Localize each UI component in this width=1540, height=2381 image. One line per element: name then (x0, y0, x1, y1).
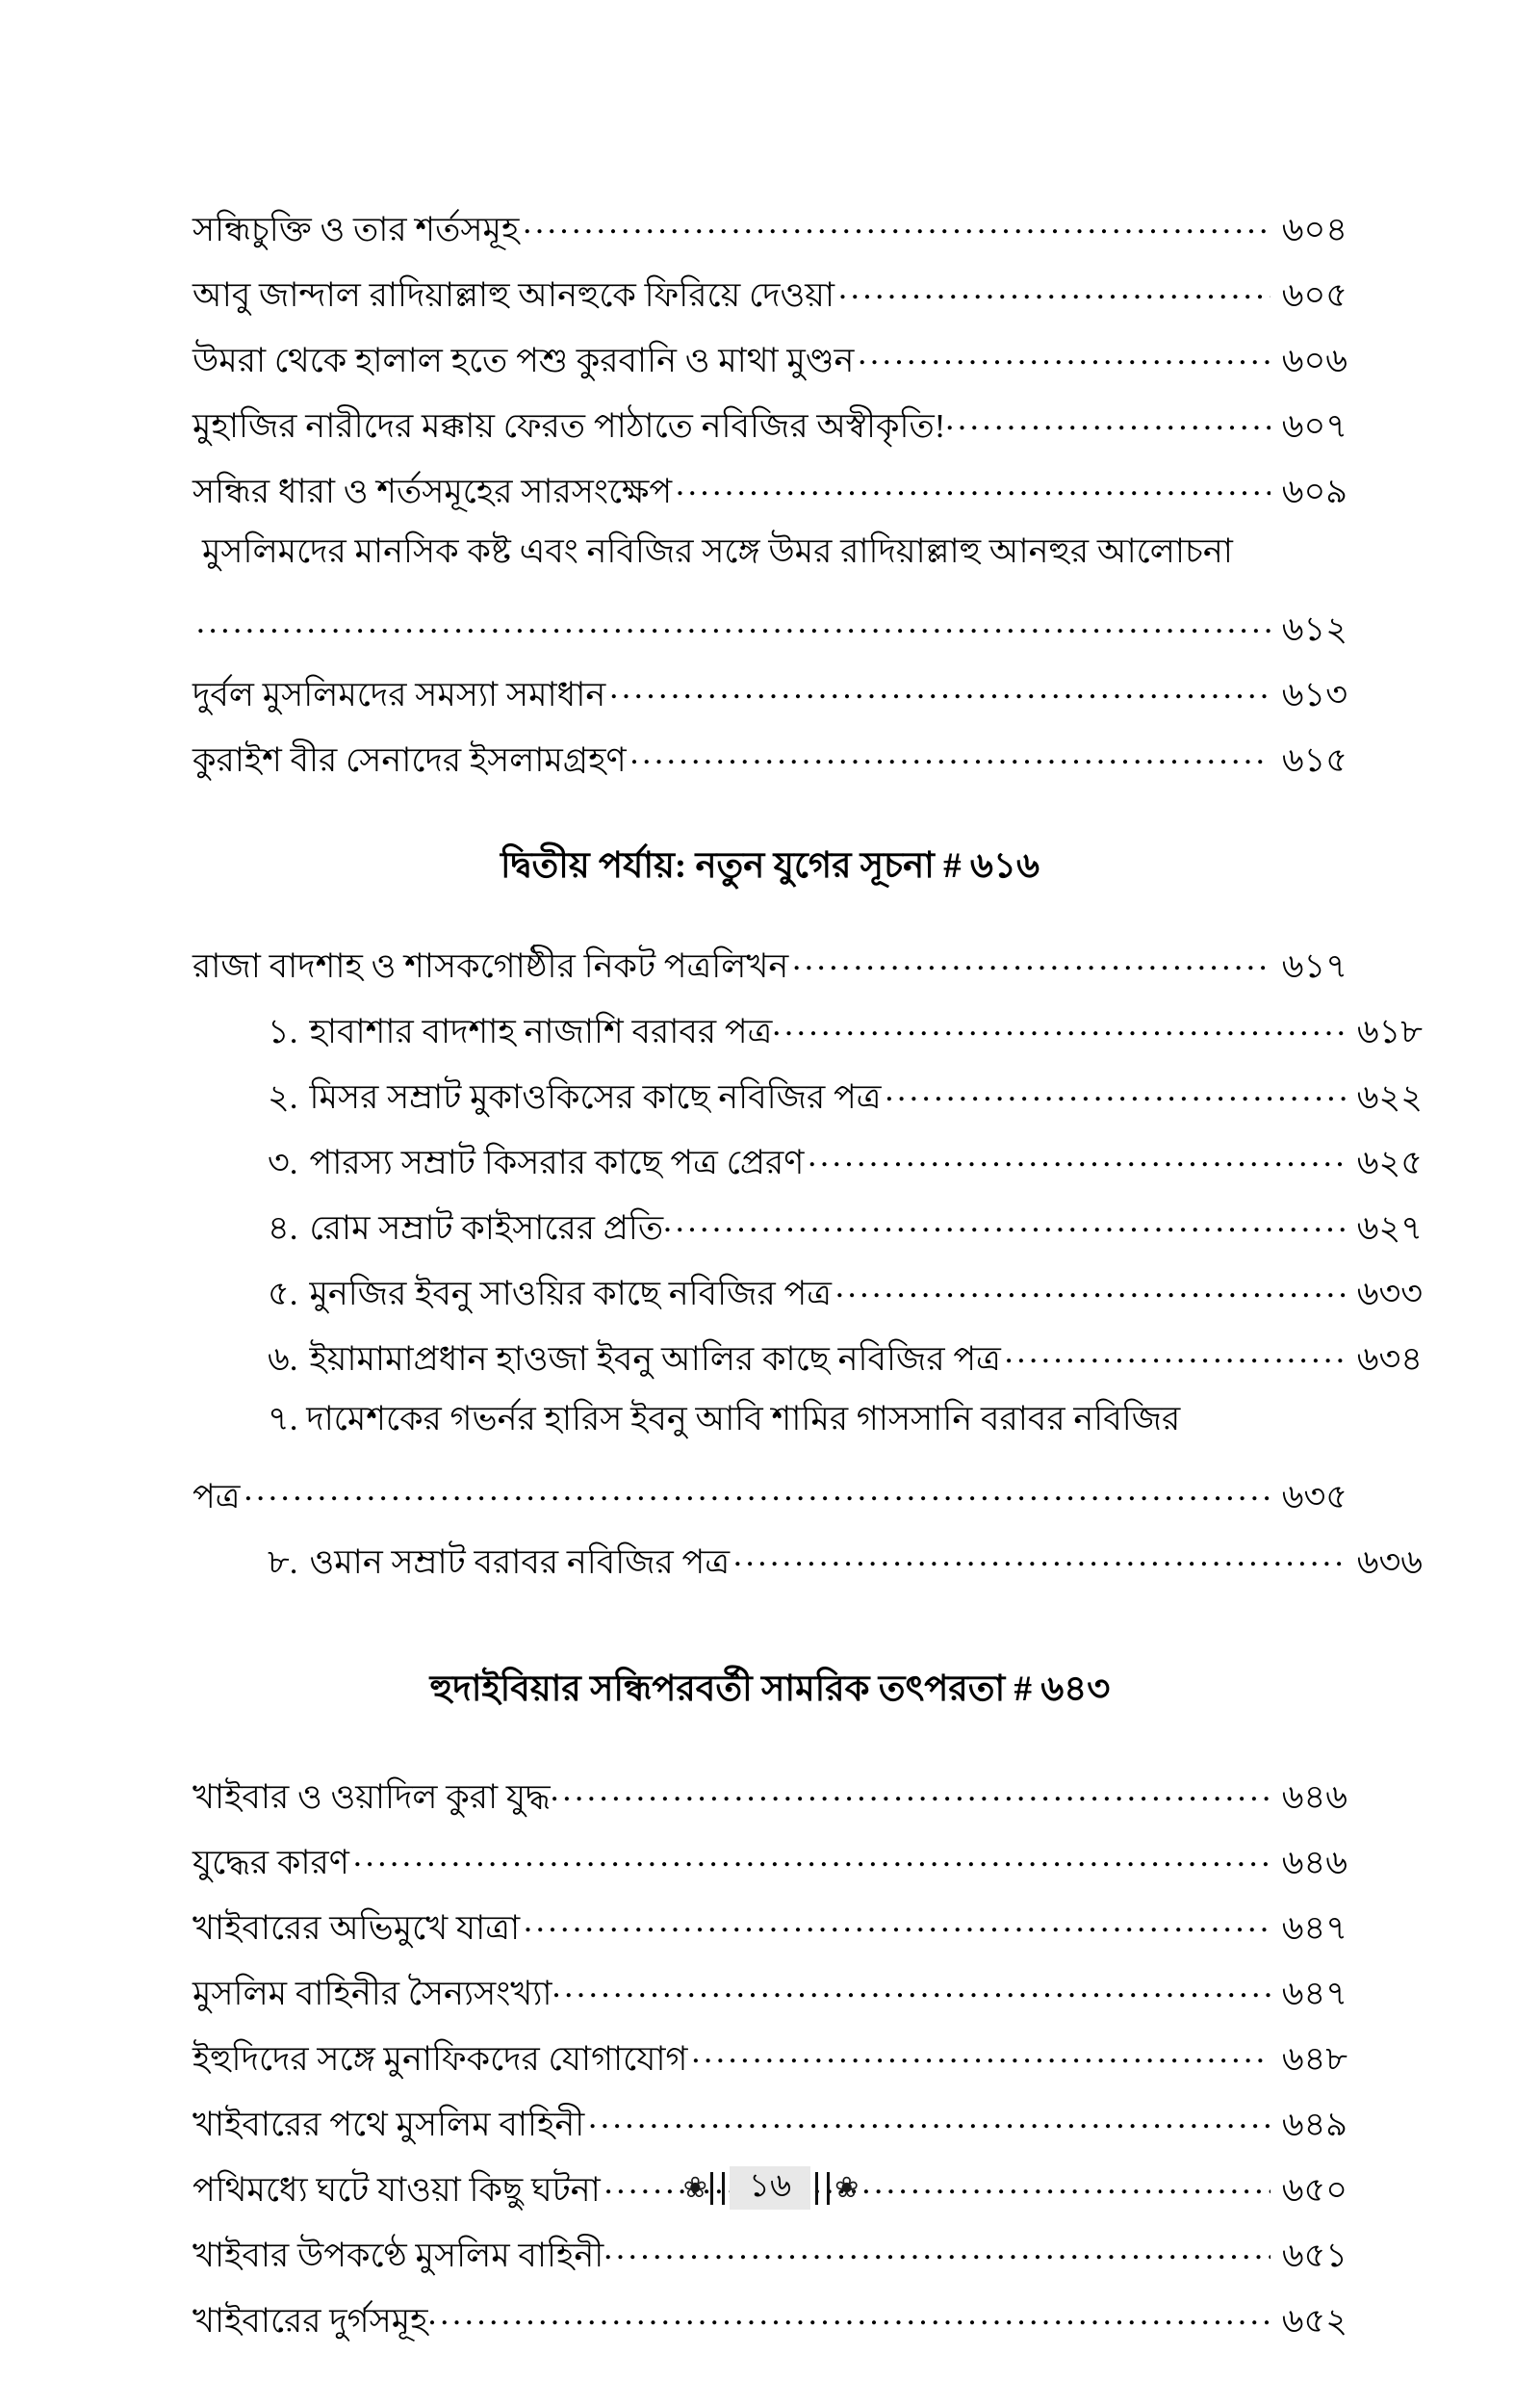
section-heading-one: দ্বিতীয় পর্যায়: নতুন যুগের সূচনা # ৬১৬ (500, 846, 1040, 886)
flower-ornament-right-icon: ❀ (834, 2171, 858, 2204)
toc-entry-title: মিসর সম্রাট মুকাওকিসের কাছে নবিজির পত্র (309, 1078, 882, 1116)
toc-entry-number: ৭. (268, 1400, 298, 1437)
toc-leader-dots (808, 1140, 1346, 1174)
toc-entry[interactable] (192, 2298, 1348, 2338)
toc-leader-dots (945, 403, 1270, 437)
toc-leader-dots (792, 944, 1270, 977)
toc-entry[interactable] (192, 1905, 1348, 1945)
toc-entry-title: পথিমধ্যে ঘটে যাওয়া কিছু ঘটনা (192, 2171, 601, 2209)
toc-entry-number: ৪. (268, 1209, 298, 1247)
toc-leader-dots (835, 1271, 1346, 1305)
toc-entry-page: ৬৪৯ (1281, 2106, 1348, 2143)
toc-entry-page: ৬১৮ (1356, 1013, 1423, 1050)
toc-entry[interactable] (192, 272, 1348, 312)
toc-entry[interactable] (192, 338, 1348, 377)
toc-leader-dots (551, 1774, 1270, 1808)
toc-entry-number: ৬. (268, 1340, 298, 1378)
toc-entry-page: ৬৪৬ (1281, 1844, 1348, 1881)
toc-entry-title: সন্ধিচুক্তি ও তার শর্তসমূহ (192, 211, 520, 248)
toc-leader-dots (691, 2036, 1270, 2070)
toc-entry-page: ৬৪৮ (1281, 2040, 1348, 2078)
toc-leader-dots (676, 469, 1270, 503)
toc-entry-title: হাবাশার বাদশাহ নাজাশি বরাবর পত্র (309, 1013, 773, 1050)
toc-entry-title: খাইবার উপকণ্ঠে মুসলিম বাহিনী (192, 2237, 604, 2274)
toc-entry-page: ৬৩৬ (1356, 1543, 1423, 1581)
toc-entry[interactable] (192, 1336, 1423, 1376)
toc-entry[interactable] (192, 738, 1348, 777)
toc-entry-page: ৬১২ (1281, 610, 1348, 648)
toc-entry-page: ৬৪৭ (1281, 1909, 1348, 1947)
toc-entry[interactable] (192, 1774, 1348, 1814)
toc-entry[interactable] (192, 207, 1348, 246)
toc-entry-page: ৬৫২ (1281, 2302, 1348, 2340)
toc-leader-dots (885, 1074, 1346, 1108)
toc-entry-title: ইয়ামামাপ্রধান হাওজা ইবনু আলির কাছে নবিজির পত্র (309, 1340, 1001, 1378)
toc-leader-dots (353, 1840, 1270, 1874)
toc-entry[interactable] (192, 1971, 1348, 2010)
toc-entry-page: ৬১৭ (1281, 947, 1348, 985)
bar-ornament-right-icon (815, 2172, 830, 2205)
toc-entry-page: ৬২৭ (1356, 1209, 1423, 1247)
toc-entry-page: ৬৫১ (1281, 2237, 1348, 2274)
toc-entry[interactable] (192, 944, 1348, 983)
toc-entry-title: মুহাজির নারীদের মক্কায় ফেরত পাঠাতে নবিজির অস্বীকৃতি! (192, 407, 946, 445)
toc-entry[interactable] (192, 2233, 1348, 2272)
toc-entry-title: মুনজির ইবনু সাওয়ির কাছে নবিজির পত্র (309, 1275, 832, 1312)
toc-entry-page: ৬৩৫ (1281, 1478, 1348, 1515)
toc-leader-dots (663, 1205, 1346, 1239)
toc-entry-title: রোম সম্রাট কাইসারের প্রতি (309, 1209, 664, 1247)
toc-entry-title: ইহুদিদের সঙ্গে মুনাফিকদের যোগাযোগ (192, 2040, 688, 2078)
toc-leader-dots (733, 1540, 1346, 1573)
toc-leader-dots (609, 672, 1270, 706)
toc-entry[interactable] (192, 672, 1348, 712)
toc-entry[interactable] (192, 1271, 1423, 1310)
toc-entry-page: ৬০৪ (1281, 211, 1348, 248)
toc-entry[interactable] (192, 1009, 1423, 1048)
toc-entry-title-wrapped: মুসলিমদের মানসিক কষ্ট এবং নবিজির সঙ্গে উমর রাদিয়াল্লাহু আনহুর আলোচনা (202, 532, 1233, 570)
toc-entry[interactable] (192, 1840, 1348, 1879)
page-footer (0, 2166, 1540, 2210)
toc-entry-page: ৬৪৭ (1281, 1975, 1348, 2012)
toc-leader-dots (552, 1971, 1270, 2005)
toc-entry[interactable] (192, 2036, 1348, 2076)
toc-entry-number: ১. (268, 1013, 298, 1050)
toc-entry[interactable] (192, 1074, 1423, 1114)
toc-entry-page: ৬০৭ (1281, 407, 1348, 445)
toc-entry-page: ৬২২ (1356, 1078, 1423, 1116)
toc-leader-dots (858, 338, 1270, 372)
toc-block-one (192, 207, 1348, 777)
flower-ornament-left-icon: ❀ (682, 2171, 706, 2204)
toc-leader-dots (244, 1474, 1270, 1508)
toc-entry-number: ৮. (268, 1543, 298, 1581)
toc-entry-title: মুসলিম বাহিনীর সৈন্যসংখ্যা (192, 1975, 552, 2012)
toc-entry-page: ৬৪৬ (1281, 1778, 1348, 1816)
toc-entry[interactable] (192, 403, 1348, 443)
toc-entry-title: দামেশকের গভর্নর হারিস ইবনু আবি শামির গাসসানি বরাবর নবিজির (306, 1400, 1181, 1437)
toc-entry-title: খাইবারের পথে মুসলিম বাহিনী (192, 2106, 585, 2143)
toc-leader-dots (838, 272, 1270, 306)
toc-entry[interactable] (192, 1540, 1423, 1579)
toc-entry-page: ৬১৩ (1281, 676, 1348, 713)
toc-entry-page: ৬০৬ (1281, 342, 1348, 379)
toc-entry-title: উমরা থেকে হালাল হতে পশু কুরবানি ও মাথা মুণ্ডন (192, 342, 855, 379)
toc-entry-wrapped (192, 1402, 1348, 1436)
toc-entry-title: ওমান সম্রাট বরাবর নবিজির পত্র (309, 1543, 731, 1581)
toc-entry-page: ৬২৫ (1356, 1144, 1423, 1181)
toc-block-section-two (192, 1774, 1348, 2338)
toc-entry-title-cont: পত্র (192, 1478, 241, 1515)
section-heading-two: হুদাইবিয়ার সন্ধিপরবর্তী সামরিক তৎপরতা # ৬৪৩ (429, 1669, 1111, 1709)
toc-leader-dots (603, 2233, 1270, 2266)
toc-entry-title: কুরাইশ বীর সেনাদের ইসলামগ্রহণ (192, 741, 627, 779)
toc-leader-dots (1005, 1336, 1346, 1370)
bar-ornament-left-icon (710, 2172, 725, 2205)
toc-entry-continuation[interactable] (192, 1474, 1348, 1514)
toc-entry-title: দুর্বল মুসলিমদের সমস্যা সমাধান (192, 676, 606, 713)
toc-entry-title: সন্ধির ধারা ও শর্তসমূহের সারসংক্ষেপ (192, 473, 673, 510)
toc-content (192, 207, 1423, 2364)
toc-leader-dots (772, 1009, 1346, 1043)
toc-entry[interactable] (192, 1140, 1423, 1179)
toc-entry-continuation[interactable] (192, 607, 1348, 646)
toc-entry-number: ২. (268, 1078, 298, 1116)
toc-entry-title: খাইবারের দুর্গসমূহ (192, 2302, 428, 2340)
toc-entry-title: যুদ্ধের কারণ (192, 1844, 349, 1881)
toc-entry-page: ৬৩৩ (1356, 1275, 1423, 1312)
toc-entry[interactable] (192, 469, 1348, 508)
footer-ornament (683, 2166, 857, 2210)
toc-entry-page: ৬৩৪ (1356, 1340, 1423, 1378)
toc-entry-title: রাজা বাদশাহ ও শাসকগোষ্ঠীর নিকট পত্রলিখন (192, 947, 789, 985)
toc-entry-page: ৬০৫ (1281, 276, 1348, 314)
toc-entry-title: পারস্য সম্রাট কিসরার কাছে পত্র প্রেরণ (309, 1144, 805, 1181)
footer-page-number: ১৬ (730, 2166, 810, 2210)
toc-entry-page: ৬০৯ (1281, 473, 1348, 510)
toc-entry[interactable] (192, 1205, 1423, 1245)
toc-leader-dots (630, 738, 1270, 771)
toc-leader-dots (428, 2298, 1270, 2332)
toc-entry-page: ৬৫০ (1281, 2171, 1348, 2209)
toc-block-section-one (192, 944, 1423, 1581)
toc-leader-dots (196, 607, 1270, 640)
toc-leader-dots (588, 2102, 1270, 2135)
toc-entry-number: ৩. (268, 1144, 298, 1181)
toc-entry[interactable] (192, 2102, 1348, 2141)
toc-entry-title: খাইবার ও ওয়াদিল কুরা যুদ্ধ (192, 1778, 551, 1816)
toc-entry-page: ৬১৫ (1281, 741, 1348, 779)
toc-entry-number: ৫. (268, 1275, 298, 1312)
toc-entry-title: খাইবারের অভিমুখে যাত্রা (192, 1909, 521, 1947)
toc-leader-dots (523, 207, 1270, 241)
toc-entry-title: আবু জান্দাল রাদিয়াল্লাহু আনহুকে ফিরিয়ে দেওয়া (192, 276, 835, 314)
toc-leader-dots (524, 1905, 1270, 1939)
